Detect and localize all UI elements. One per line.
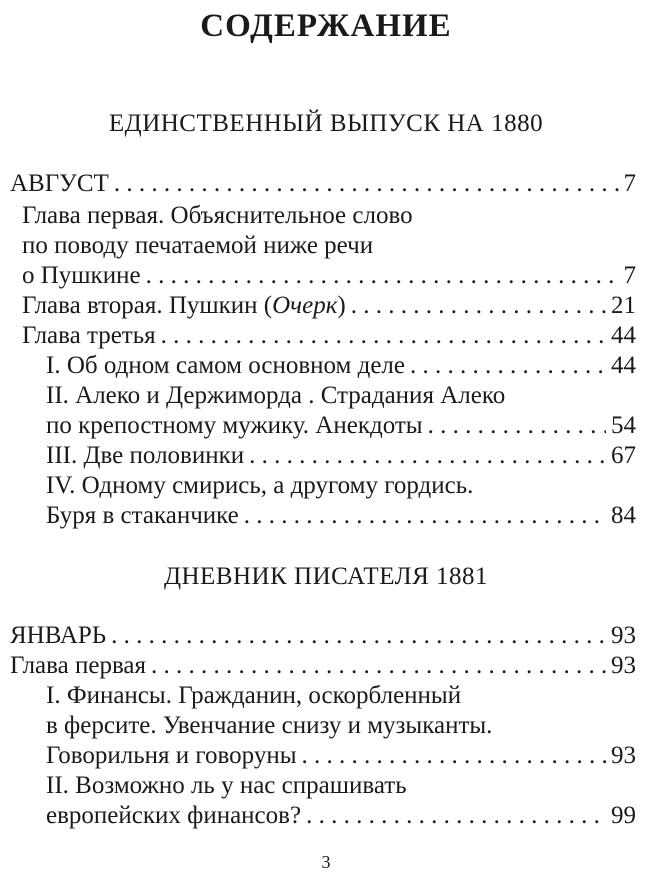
entry-title (22, 290, 346, 322)
entry-title-line: Глава первая. Объяснительное слово (22, 202, 413, 229)
dot-leader (114, 168, 619, 200)
dot-leader (428, 410, 606, 442)
toc-entry-glava-pervaya (22, 260, 636, 292)
entry-page: 21 (611, 292, 636, 319)
entry-title: I. Об одном самом основном деле (46, 352, 405, 379)
toc-entry-i-finansy (46, 740, 636, 772)
section-heading-1880: ЕДИНСТВЕННЫЙ ВЫПУСК НА 1880 (108, 110, 544, 137)
toc-entry-glava-vtoraya (22, 290, 636, 322)
entry-page: 93 (611, 742, 636, 769)
dot-leader (111, 620, 606, 652)
entry-title-italic: Очерк (272, 292, 338, 319)
dot-leader (151, 650, 606, 682)
toc-entry-iii (46, 440, 636, 472)
entry-title: Глава третья (22, 322, 156, 349)
toc-entry-i (46, 350, 636, 382)
entry-title: ЯНВАРЬ (10, 622, 107, 649)
toc-entry-yanvar (10, 620, 636, 652)
dot-leader (351, 290, 606, 322)
section-heading-1881: ДНЕВНИК ПИСАТЕЛЯ 1881 (163, 563, 489, 590)
entry-title: по крепостному мужику. Анекдоты (46, 412, 423, 439)
entry-title: Глава первая (10, 652, 147, 679)
entry-title-line: I. Финансы. Гражданин, оскорбленный (46, 682, 462, 709)
dot-leader (161, 320, 606, 352)
entry-title: III. Две половинки (46, 442, 245, 469)
entry-title-line: II. Алеко и Держиморда . Страдания Алеко (46, 382, 506, 409)
entry-title: Говорильня и говоруны (46, 742, 297, 769)
toc-entry-glava-tretya (22, 320, 636, 352)
dot-leader (146, 260, 619, 292)
entry-page: 93 (611, 622, 636, 649)
toc-entry-glava-pervaya-1881 (10, 650, 636, 682)
toc-entry-ii-vozmozhno (46, 800, 636, 832)
entry-title-line: II. Возможно ль у нас спрашивать (46, 772, 407, 799)
entry-title: Буря в стаканчике (46, 502, 239, 529)
entry-page: 44 (611, 322, 636, 349)
entry-page: 44 (611, 352, 636, 379)
dot-leader (249, 440, 606, 472)
entry-page: 84 (611, 502, 636, 529)
entry-page: 99 (611, 802, 636, 829)
entry-title-line: IV. Одному смирись, а другому гордись. (46, 472, 474, 499)
entry-title: о Пушкине (22, 262, 141, 289)
toc-entry-iv (46, 500, 636, 532)
dot-leader (306, 800, 606, 832)
entry-title: АВГУСТ (10, 170, 109, 197)
entry-title-line: по поводу печатаемой ниже речи (22, 232, 374, 259)
entry-page: 7 (623, 262, 636, 289)
page-number: 3 (321, 852, 331, 872)
entry-page: 54 (611, 412, 636, 439)
page-title: СОДЕРЖАНИЕ (200, 8, 452, 44)
entry-title: европейских финансов? (46, 802, 302, 829)
dot-leader (302, 740, 606, 772)
entry-page: 67 (611, 442, 636, 469)
entry-title-line: в ферсите. Увенчание снизу и музыканты. (46, 712, 493, 739)
toc-entry-ii (46, 410, 636, 442)
entry-page: 7 (623, 170, 636, 197)
entry-title-main: Глава вторая. Пушкин ( (22, 292, 273, 319)
entry-page: 93 (611, 652, 636, 679)
dot-leader (410, 350, 606, 382)
toc-entry-avgust (10, 168, 636, 200)
entry-title-close: ) (337, 292, 346, 319)
dot-leader (244, 500, 606, 532)
